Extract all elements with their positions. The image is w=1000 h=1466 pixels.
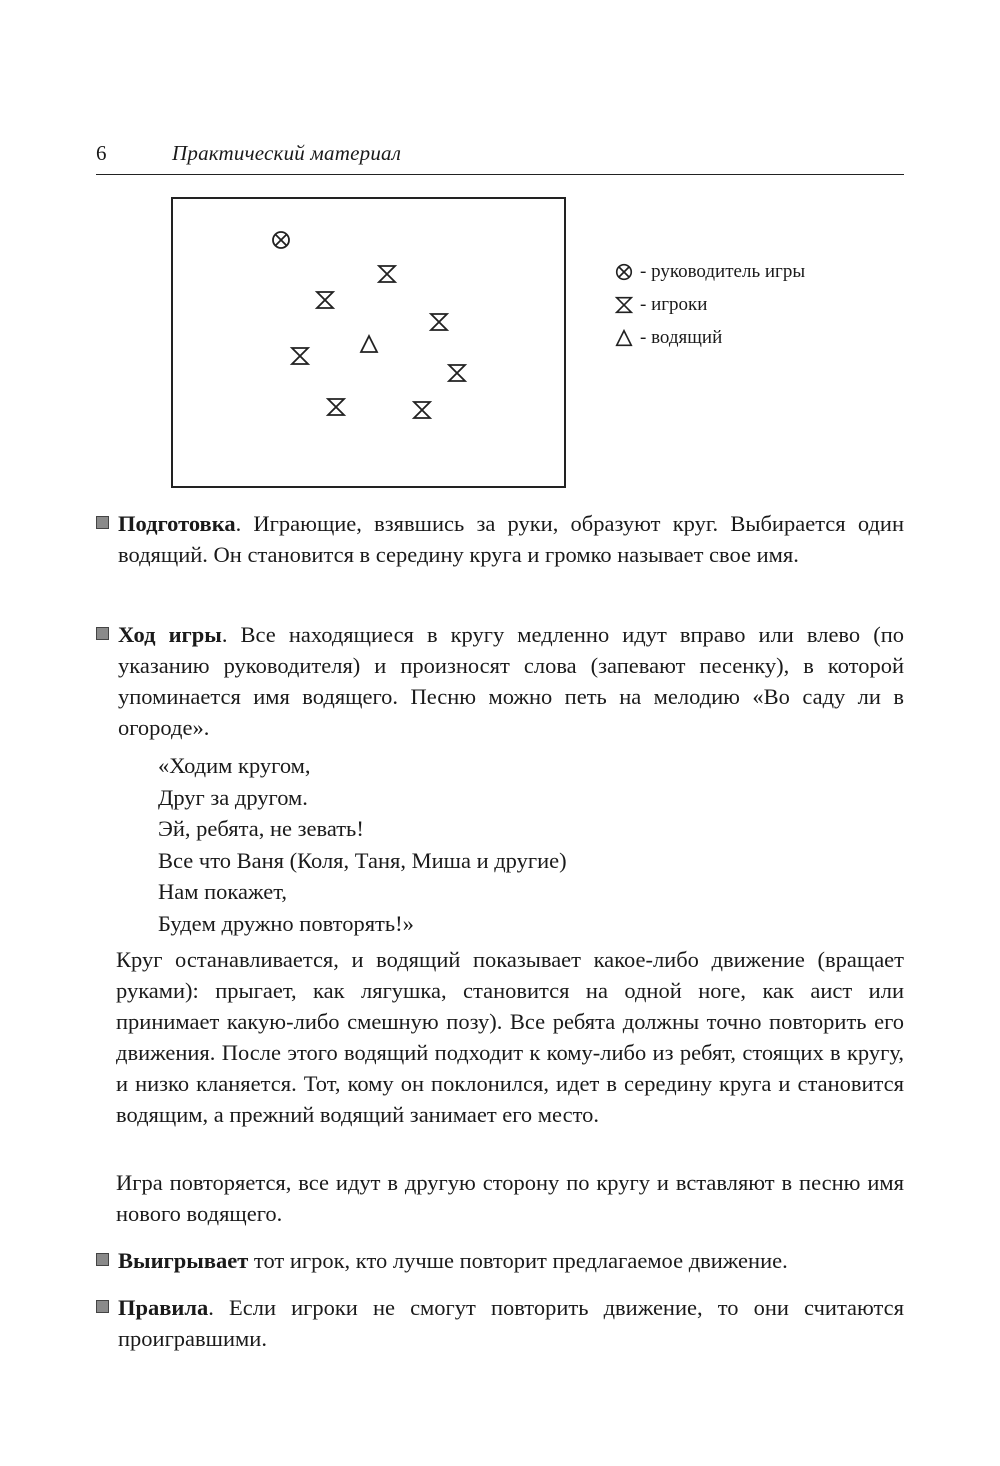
page-number: 6	[96, 141, 107, 165]
paragraph-repeat	[96, 1167, 904, 1229]
player-icon	[376, 263, 398, 285]
section-game-course	[96, 619, 904, 743]
bullet-square-icon	[96, 627, 109, 640]
legend-label: - водящий	[640, 326, 723, 348]
header-rule	[96, 174, 904, 175]
section-title: Ход игры	[118, 622, 222, 647]
legend-item-players	[614, 288, 805, 321]
verse-line: Все что Ваня (Коля, Таня, Миша и другие)	[158, 847, 567, 873]
legend-label: - игроки	[640, 293, 708, 315]
player-icon	[325, 396, 347, 418]
legend-label: - руководитель игры	[640, 260, 806, 282]
paragraph-movement	[96, 944, 904, 1130]
section-text: . Если игроки не смогут повторить движение, то они считаются проигравшими.	[118, 1295, 904, 1351]
player-icon	[614, 295, 634, 315]
player-icon	[428, 311, 450, 333]
section-title: Правила	[118, 1295, 209, 1320]
section-text: тот игрок, кто лучше повторит предлагаемое движение.	[248, 1248, 788, 1273]
verse-line: Будем дружно повторять!»	[158, 910, 414, 936]
legend-item-driver	[614, 321, 805, 354]
player-icon	[289, 345, 311, 367]
player-icon	[411, 399, 433, 421]
section-title: Выигрывает	[118, 1248, 249, 1273]
player-icon	[314, 289, 336, 311]
paragraph-text: Игра повторяется, все идут в другую сторону по кругу и вставляют в песню имя нового водящего.	[116, 1170, 904, 1226]
song-verse	[158, 750, 567, 939]
leader-icon	[614, 262, 634, 282]
section-rules	[96, 1292, 904, 1354]
driver-icon	[614, 328, 634, 348]
driver-icon	[358, 333, 380, 355]
verse-line: Друг за другом.	[158, 784, 308, 810]
section-preparation	[96, 508, 904, 570]
section-winner	[96, 1245, 904, 1276]
verse-line: «Ходим кругом,	[158, 753, 311, 778]
diagram-legend	[614, 255, 805, 354]
player-icon	[446, 362, 468, 384]
leader-icon	[270, 229, 292, 251]
paragraph-text: Круг останавливается, и водящий показывает какое-либо движение (вращает руками): прыгает, как лягушка, становится на одной ноге, как аист или принимает какую-либо смешную позу). Все ребята должны точно повторить его движения. После этого водящий подходит к кому-либо из ребят, стоящих в кругу, и низко кланяется. Тот, кому он поклонился, идет в середину круга и становится водящим, а прежний водящий занимает его место.	[116, 947, 904, 1127]
game-field-diagram	[171, 197, 566, 488]
section-text: . Играющие, взявшись за руки, образуют круг. Выбирается один водящий. Он становится в середину круга и громко называет свое имя.	[118, 511, 904, 567]
verse-line: Нам покажет,	[158, 879, 287, 904]
legend-item-leader	[614, 255, 805, 288]
running-title: Практический материал	[172, 141, 402, 165]
bullet-square-icon	[96, 516, 109, 529]
bullet-square-icon	[96, 1253, 109, 1266]
section-title: Подготовка	[118, 511, 236, 536]
bullet-square-icon	[96, 1300, 109, 1313]
section-text: . Все находящиеся в кругу медленно идут вправо или влево (по указанию руководителя) и произносят слова (запевают песенку), в которой упоминается имя водящего. Песню можно петь на мелодию «Во саду ли в огороде».	[118, 622, 904, 740]
verse-line: Эй, ребята, не зевать!	[158, 816, 364, 841]
